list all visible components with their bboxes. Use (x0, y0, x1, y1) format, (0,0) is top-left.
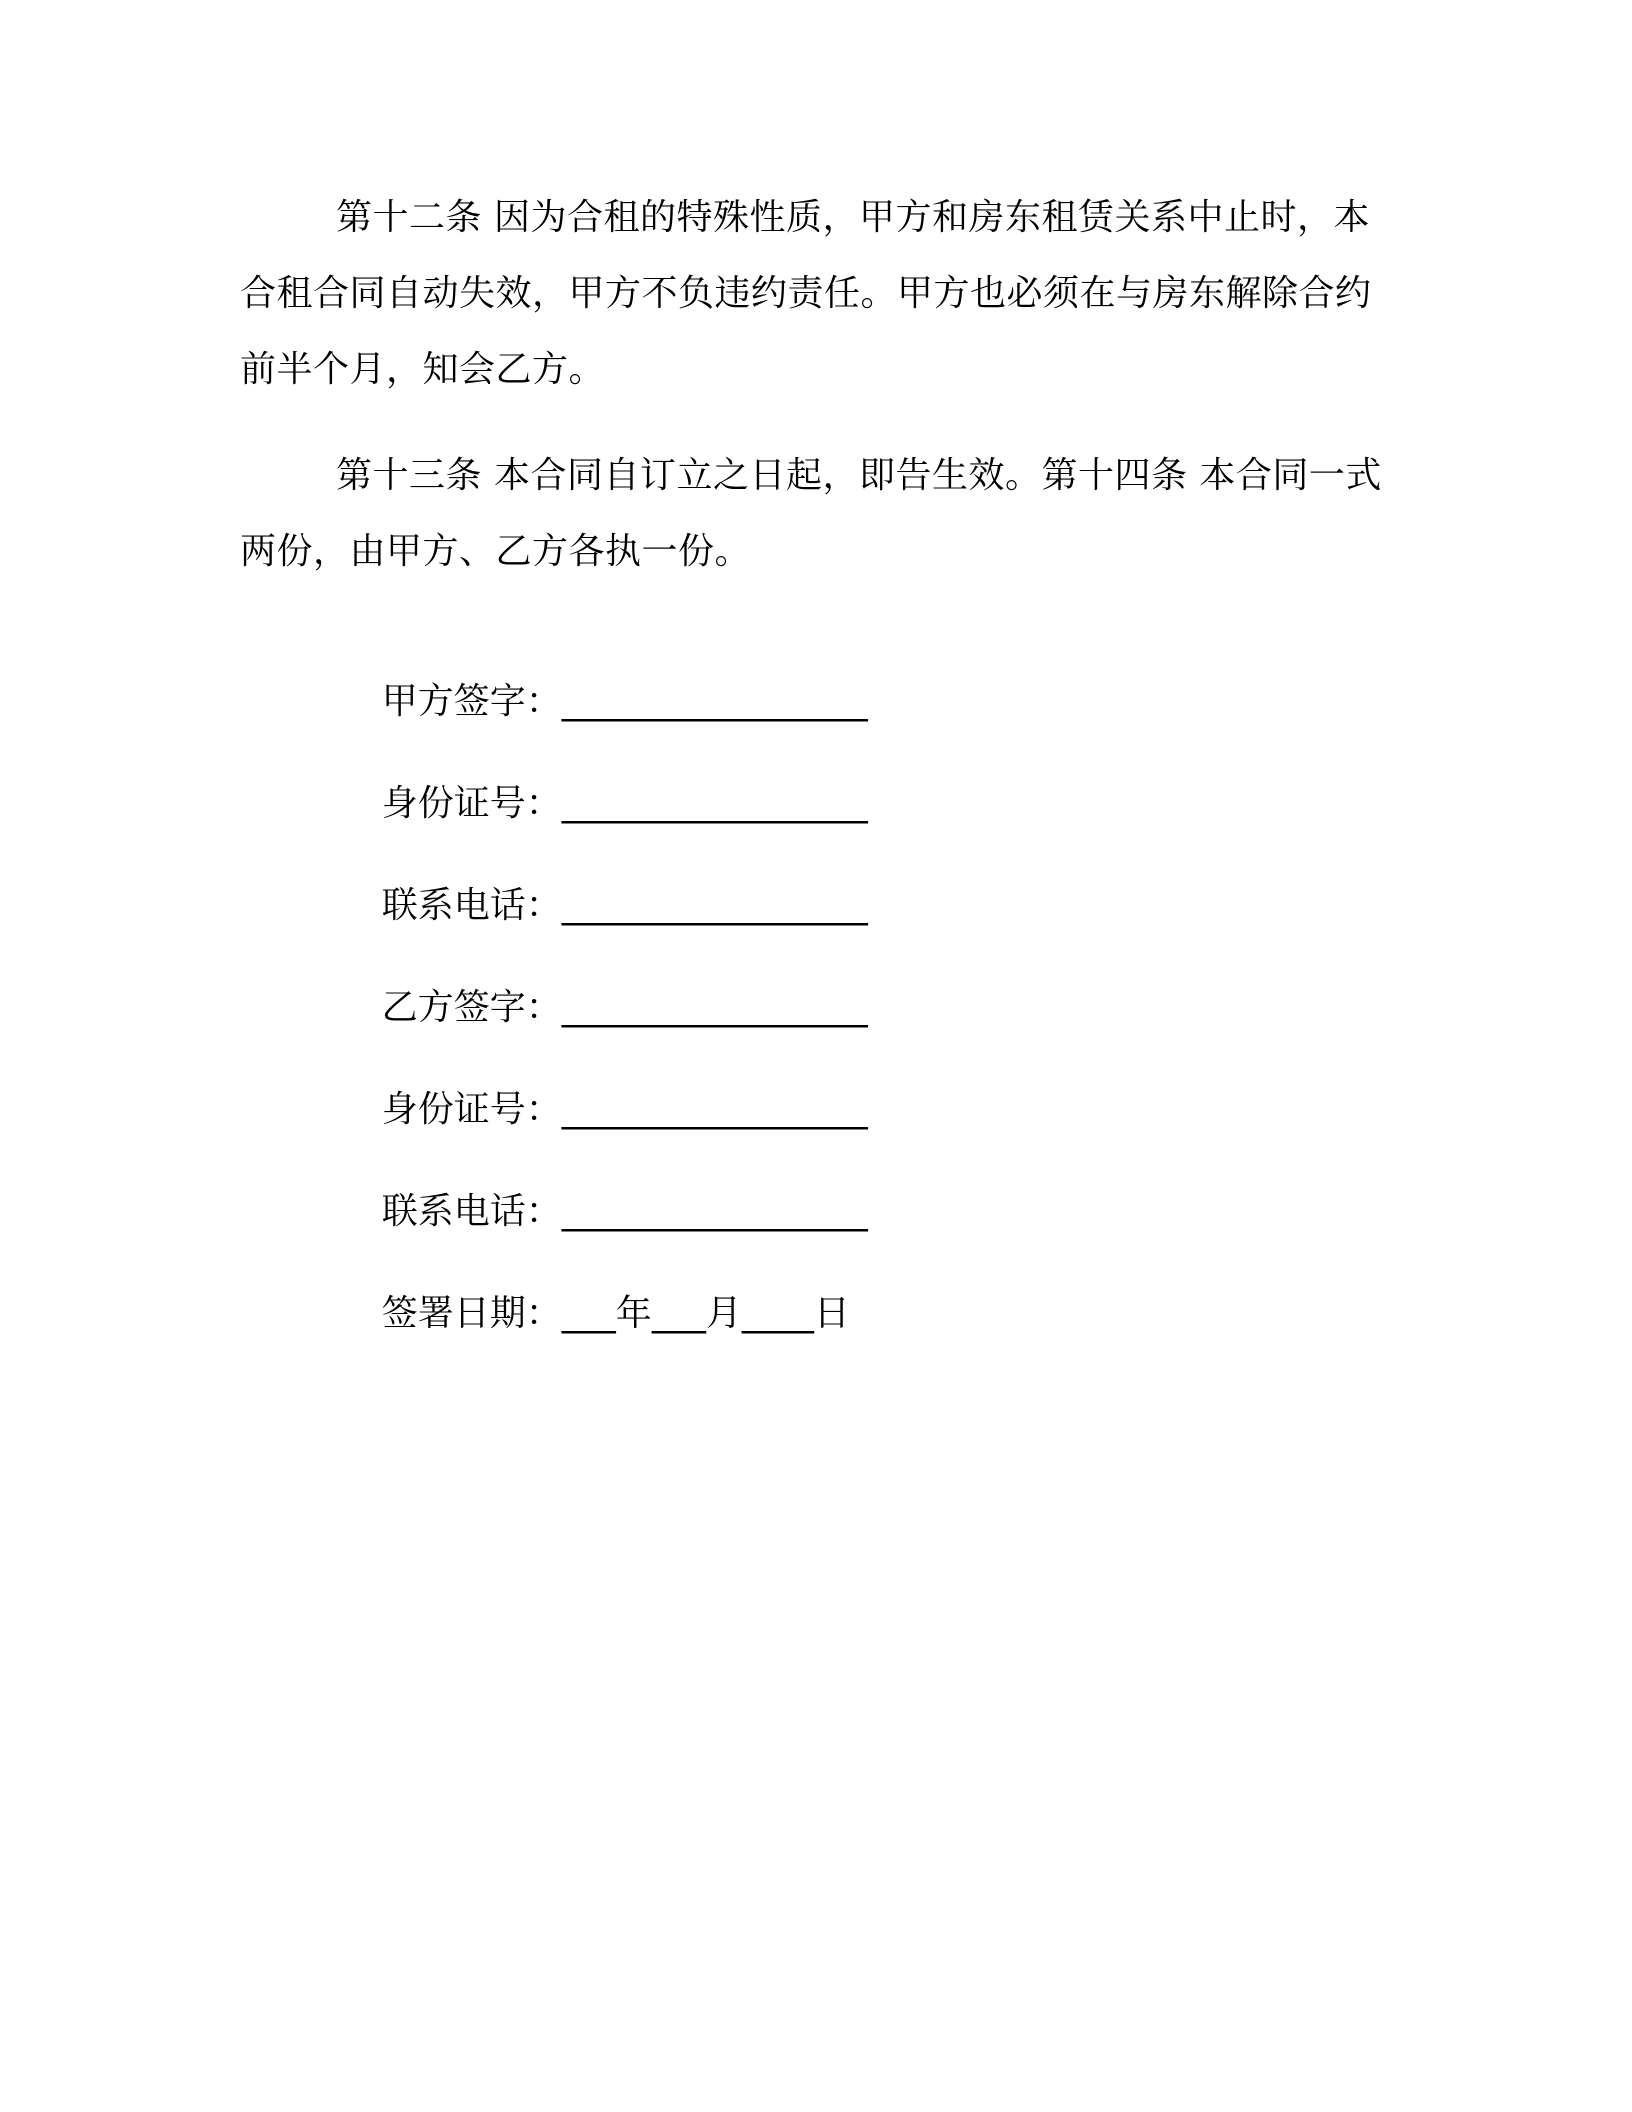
party-b-id-label: 身份证号： (381, 1089, 562, 1130)
party-a-phone-label: 联系电话： (381, 885, 562, 926)
party-b-phone-label: 联系电话： (381, 1191, 562, 1232)
article-13-14-paragraph: 第十三条 本合同自订立之日起，即告生效。第十四条 本合同一式两份，由甲方、乙方各执一份。 (240, 455, 1382, 572)
article-12-paragraph: 第十二条 因为合租的特殊性质，甲方和房东租赁关系中止时，本合租合同自动失效，甲方不负违约责任。甲方也必须在与房东解除合约前半个月，知会乙方。 (240, 197, 1372, 390)
month-unit: 月 (705, 1293, 742, 1334)
party-b-signature-blank: _________________ (561, 987, 868, 1028)
year-blank: ___ (561, 1293, 616, 1334)
party-a-id-label: 身份证号： (381, 783, 562, 824)
party-a-id-blank: _________________ (561, 783, 868, 824)
month-blank: ___ (651, 1293, 706, 1334)
sign-date-label: 签署日期： (381, 1293, 562, 1334)
party-a-phone-blank: _________________ (561, 885, 868, 926)
year-unit: 年 (615, 1293, 652, 1334)
sign-date-line (336, 1242, 850, 1386)
party-b-signature-label: 乙方签字： (381, 987, 562, 1028)
party-b-id-blank: _________________ (561, 1089, 868, 1130)
party-a-signature-label: 甲方签字： (381, 681, 562, 722)
day-blank: ____ (741, 1293, 814, 1334)
day-unit: 日 (813, 1293, 850, 1334)
party-b-phone-blank: _________________ (561, 1191, 868, 1232)
party-a-signature-blank: _________________ (561, 681, 868, 722)
